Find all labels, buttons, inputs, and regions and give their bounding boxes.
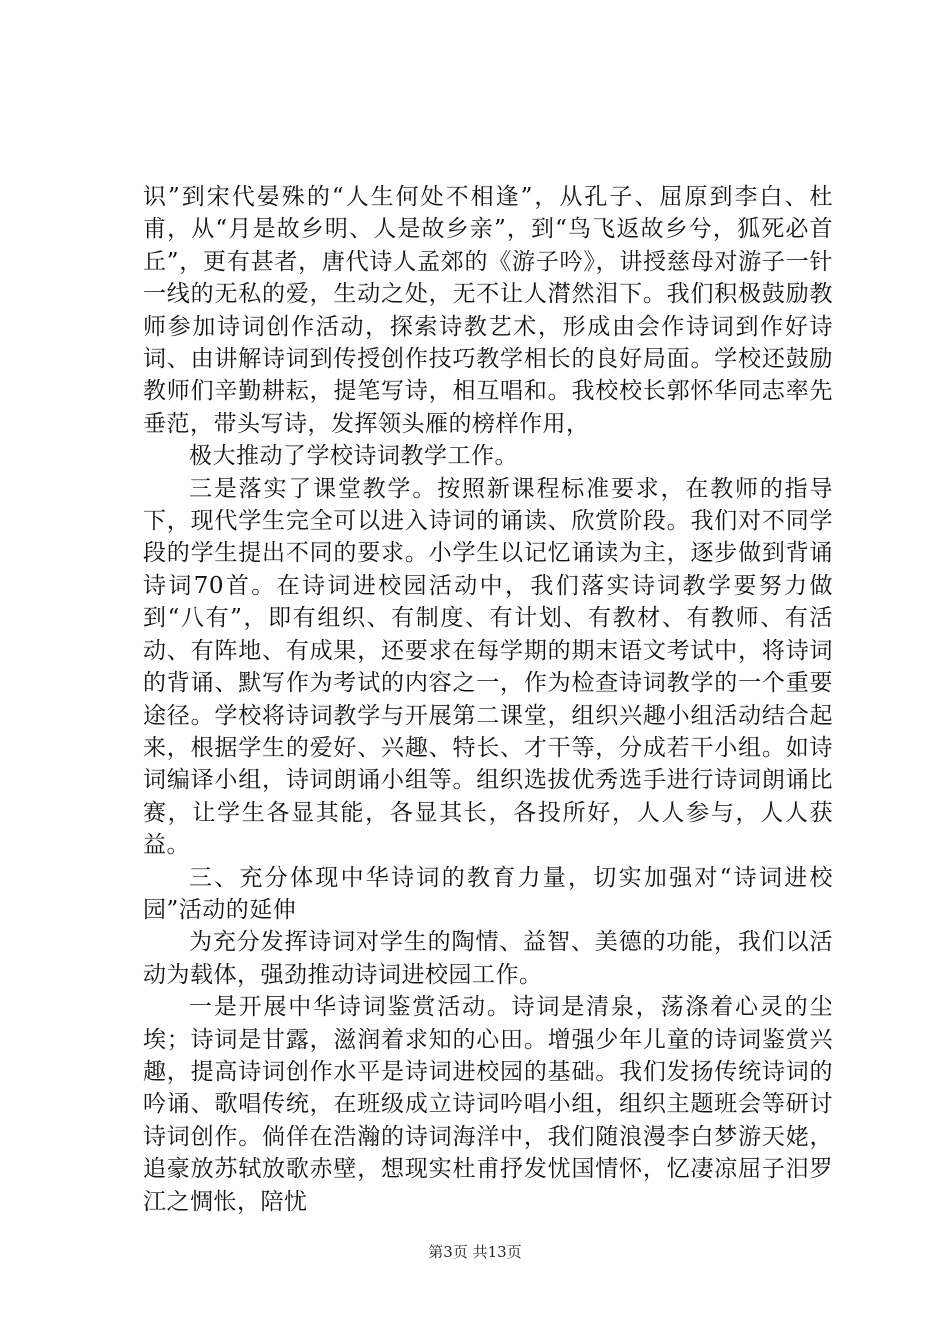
paragraph: 一是开展中华诗词鉴赏活动。诗词是清泉，荡涤着心灵的尘埃；诗词是甘露，滋润着求知的心田。增强少年儿童的诗词鉴赏兴趣，提高诗词创作水平是诗词进校园的基础。我们发扬传统诗词的吟诵、歌唱传统，在班级成立诗词吟唱小组，组织主题班会等研讨诗词创作。倘佯在浩瀚的诗词海洋中，我们随浪漫李白梦游天姥，追豪放苏轼放歌赤壁，想现实杜甫抒发忧国情怀，忆凄凉屈子汨罗江之惆怅，陪忧 — [143, 994, 833, 1215]
paragraph: 三是落实了课堂教学。按照新课程标准要求，在教师的指导下，现代学生完全可以进入诗词的诵读、欣赏阶段。我们对不同学段的学生提出不同的要求。小学生以记忆诵读为主，逐步做到背诵诗词70首。在诗词进校园活动中，我们落实诗词教学要努力做到“八有”，即有组织、有制度、有计划、有教材、有教师、有活动、有阵地、有成果，还要求在每学期的期末语文考试中，将诗词的背诵、默写作为考试的内容之一，作为检查诗词教学的一个重要途径。学校将诗词教学与开展第二课堂，组织兴趣小组活动结合起来，根据学生的爱好、兴趣、特长、才干等，分成若干小组。如诗词编译小组，诗词朗诵小组等。组织选拔优秀选手进行诗词朗诵比赛，让学生各显其能，各显其长，各投所好，人人参与，人人获益。 — [143, 475, 833, 859]
paragraph: 为充分发挥诗词对学生的陶情、益智、美德的功能，我们以活动为载体，强劲推动诗词进校园工作。 — [143, 929, 833, 988]
section-heading: 三、充分体现中华诗词的教育力量，切实加强对“诗词进校园”活动的延伸 — [143, 864, 833, 923]
paragraph: 识”到宋代晏殊的“人生何处不相逢”，从孔子、屈原到李白、杜甫，从“月是故乡明、人是故乡亲”，到“鸟飞返故乡兮，狐死必首丘”，更有甚者，唐代诗人孟郊的《游子吟》，讲授慈母对游子一针一线的无私的爱，生动之处，无不让人潸然泪下。我们积极鼓励教师参加诗词创作活动，探索诗教艺术，形成由会作诗词到作好诗词、由讲解诗词到传授创作技巧教学相长的良好局面。学校还鼓励教师们辛勤耕耘，提笔写诗，相互唱和。我校校长郭怀华同志率先垂范，带头写诗，发挥领头雁的榜样作用， — [143, 184, 833, 437]
paragraph: 极大推动了学校诗词教学工作。 — [189, 443, 518, 470]
page-footer: 第3页 共13页 — [428, 1243, 522, 1261]
body-text — [143, 181, 833, 1218]
